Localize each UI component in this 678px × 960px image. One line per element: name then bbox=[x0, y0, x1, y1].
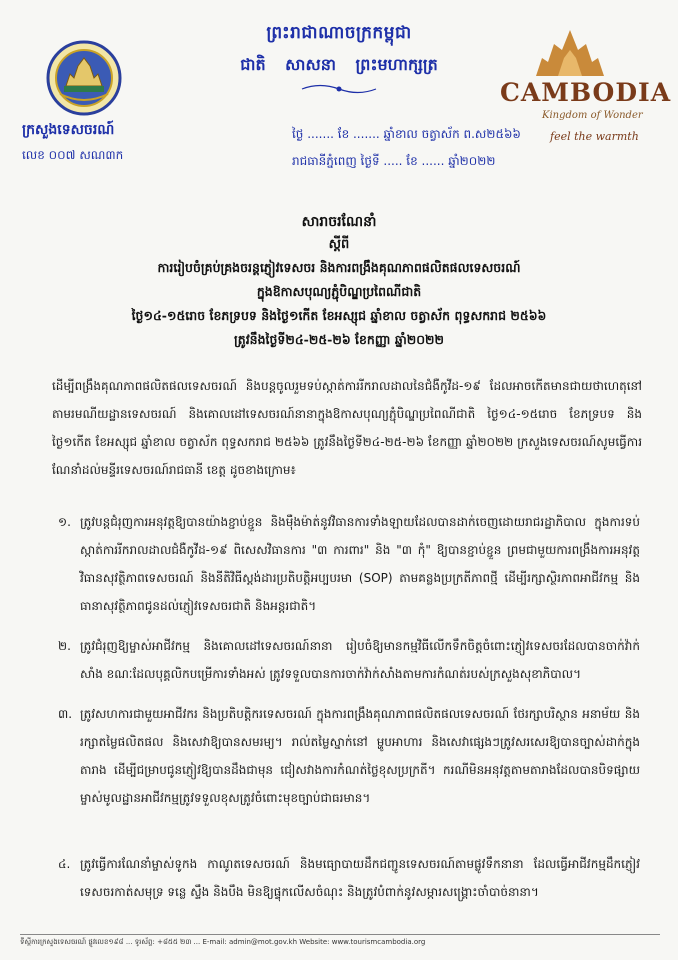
list-item-text: ត្រូវសហការជាមួយអាជីវករ និងប្រតិបត្តិករទេសចរណ៍ ក្នុងការពង្រឹងគុណភាពផលិតផលទេសចរណ៍ ថែរក្សាបរិស្ថាន អនាម័យ និងរក្សាតម្លៃផលិតផល និងសេវាឱ្យបានសមរម្យ។ រាល់តម្លៃស្នាក់នៅ ម្ហូបអាហារ និងសេវាផ្សេងៗត្រូវសរសេរឱ្យបានច្បាស់ដាក់ក្នុងតារាង ដើម្បីជម្រាបជូនភ្ញៀវឱ្យបានដឹងជាមុន ជៀសវាងការកំណត់ថ្លៃខុសប្រក្រតី។ ករណីមិនអនុវត្តតាមតារាងដែលបានបិទផ្សាយ ម្ចាស់មូលដ្ឋានអាជីវកម្មត្រូវទទួលខុសត្រូវចំពោះមុខច្បាប់ជាធរមាន។ bbox=[80, 707, 640, 805]
list-item-number: ១. bbox=[58, 515, 71, 529]
logo-tagline: Kingdom of Wonder bbox=[542, 110, 643, 121]
list-item bbox=[58, 632, 640, 688]
logo-slogan: feel the warmth bbox=[550, 130, 639, 143]
list-item-number: ៣. bbox=[58, 707, 73, 721]
lunar-date: ថ្ងៃ ....... ខែ ....... ឆ្នាំខាល ចត្វាស័ក ព.ស២៥៦៦ bbox=[292, 127, 521, 141]
temple-icon bbox=[530, 28, 610, 78]
footer-contact: ទីស្តីការក្រសួងទេសចរណ៍ ផ្លូវលេខ១៩៨ ... ទូរស័ព្ទ: +៨៥៥ ២៣ ... E-mail: admin@mot.gov.kh Website: www.tourismcambodia.org bbox=[20, 934, 660, 948]
subject-line-1: ការរៀបចំគ្រប់គ្រងចរន្តភ្ញៀវទេសចរ និងការពង្រឹងគុណភាពផលិតផលទេសចរណ៍ bbox=[157, 260, 521, 275]
list-item bbox=[58, 508, 640, 620]
document-type-title: សារាចរណែនាំ bbox=[301, 214, 377, 230]
subject-line-3: ថ្ងៃ១៤-១៥រោច ខែភទ្របទ និងថ្ងៃ១កើត ខែអស្សុជ ឆ្នាំខាល ចត្វាស័ក ពុទ្ធសករាជ ២៥៦៦ bbox=[131, 308, 547, 323]
document-reference-number: លេខ ០០៧ សណ៣ក bbox=[22, 148, 124, 162]
list-item-text: ត្រូវបន្តជំរុញការអនុវត្តឱ្យបានយ៉ាងខ្ជាប់ខ្ជួន និងម៉ឺងម៉ាត់នូវវិធានការទាំងឡាយដែលបានដាក់ចេញដោយរាជរដ្ឋាភិបាល ក្នុងការទប់ស្កាត់ការរីករាលដាលជំងឺកូវីដ-១៩ ពិសេសវិធានការ "៣ ការពារ" និង "៣ កុំ" ឱ្យបានខ្ជាប់ខ្ជួន ព្រមជាមួយការពង្រឹងការអនុវត្តវិធានសុវត្ថិភាពទេសចរណ៍ និងនីតិវិធីស្តង់ដារប្រតិបត្តិអប្បបរមា (SOP) តាមគន្លងប្រក្រតីភាពថ្មី ដើម្បីរក្សាស្ថិរភាពអាជីវកម្ម និងធានាសុវត្ថិភាពជូនដល់ភ្ញៀវទេសចរជាតិ និងអន្តរជាតិ។ bbox=[80, 515, 640, 613]
subject-line-2: ក្នុងឱកាសបុណ្យភ្ជុំបិណ្ឌប្រពៃណីជាតិ bbox=[256, 284, 422, 299]
solar-date: រាជធានីភ្នំពេញ ថ្ងៃទី ..... ខែ ...... ឆ្នាំ២០២២ bbox=[292, 154, 496, 168]
intro-paragraph: ដើម្បីពង្រឹងគុណភាពផលិតផលទេសចរណ៍ និងបន្តចូលរួមទប់ស្កាត់ការរីករាលដាលនៃជំងឺកូវីដ-១៩ ដែលអាចកើតមានជាយថាហេតុនៅតាមរមណីយដ្ឋានទេសចរណ៍ និងគោលដៅទេសចរណ៍នានាក្នុងឱកាសបុណ្យភ្ជុំបិណ្ឌប្រពៃណីជាតិ ថ្ងៃ១៤-១៥រោច ខែភទ្របទ និងថ្ងៃ១កើត ខែអស្សុជ ឆ្នាំខាល ចត្វាស័ក ពុទ្ធសករាជ ២៥៦៦ ត្រូវនឹងថ្ងៃទី២៤-២៥-២៦ ខែកញ្ញា ឆ្នាំ២០២២ ក្រសួងទេសចរណ៍សូមធ្វើការណែនាំដល់មន្ទីរទេសចរណ៍រាជធានី ខេត្ត ដូចខាងក្រោម៖ bbox=[52, 379, 642, 477]
list-item bbox=[58, 700, 640, 812]
list-item-number: ២. bbox=[58, 639, 71, 653]
ministry-name: ក្រសួងទេសចរណ៍ bbox=[22, 122, 115, 138]
subject-line-4: ត្រូវនឹងថ្ងៃទី២៤-២៥-២៦ ខែកញ្ញា ឆ្នាំ២០២២ bbox=[234, 332, 444, 347]
logo-wordmark: CAMBODIA bbox=[500, 78, 672, 107]
kingdom-motto: ជាតិ សាសនា ព្រះមហាក្សត្រ bbox=[240, 55, 438, 74]
ornament-icon bbox=[300, 82, 378, 100]
subject-label: ស្តីពី bbox=[328, 237, 350, 252]
ministry-seal-icon bbox=[46, 40, 122, 116]
list-item-text: ត្រូវជំរុញឱ្យម្ចាស់អាជីវកម្ម និងគោលដៅទេសចរណ៍នានា រៀបចំឱ្យមានកម្មវិធីលើកទឹកចិត្តចំពោះភ្ញៀវទេសចរដែលបានចាក់វ៉ាក់សាំង ខណៈដែលបុគ្គលិកបម្រើការទាំងអស់ ត្រូវទទួលបានការចាក់វ៉ាក់សាំងតាមការកំណត់របស់ក្រសួងសុខាភិបាល។ bbox=[80, 639, 640, 681]
list-item-text: ត្រូវធ្វើការណែនាំម្ចាស់ទូកង កាណូតទេសចរណ៍ និងមធ្យោបាយដឹកជញ្ជូនទេសចរណ៍តាមផ្លូវទឹកនានា ដែលធ្វើអាជីវកម្មដឹកភ្ញៀវទេសចរកាត់សមុទ្រ ទន្លេ ស្ទឹង និងបឹង មិនឱ្យផ្ទុកលើសចំណុះ និងត្រូវបំពាក់នូវសម្ភារសង្គ្រោះចាំបាច់នានា។ bbox=[80, 857, 640, 899]
list-item bbox=[58, 850, 640, 906]
list-item-number: ៤. bbox=[58, 857, 71, 871]
kingdom-title: ព្រះរាជាណាចក្រកម្ពុជា bbox=[266, 23, 412, 43]
